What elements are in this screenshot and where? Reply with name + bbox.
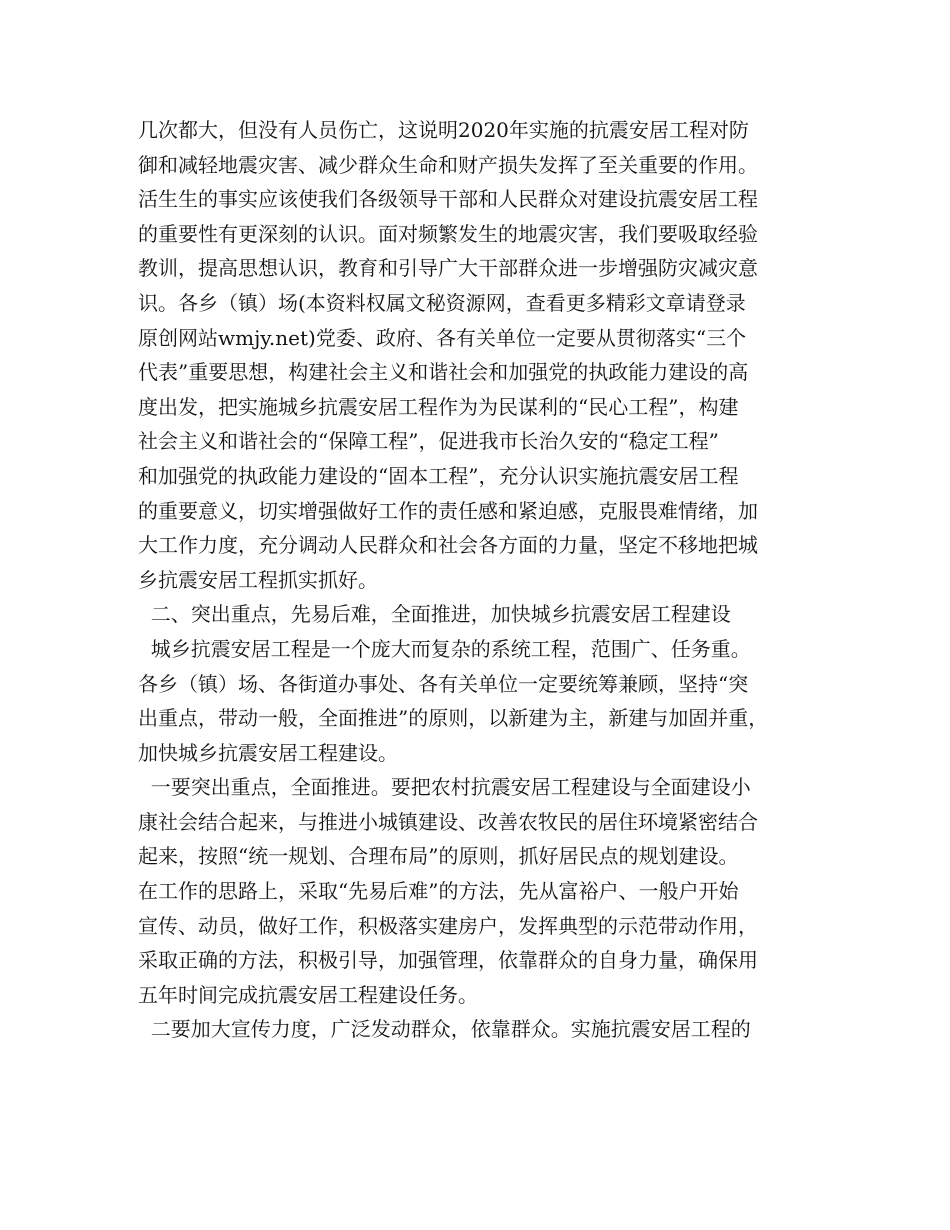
section-heading: 二、突出重点，先易后难，全面推进，加快城乡抗震安居工程建设 [138,602,731,627]
text-line: 度出发，把实施城乡抗震安居工程作为为民谋利的“民心工程”，构建 [138,394,739,419]
text-line: 在工作的思路上，采取“先易后难”的方法，先从富裕户、一般户开始 [138,879,739,904]
text-line: 御和减轻地震灾害、减少群众生命和财产损失发挥了至关重要的作用。 [138,152,758,177]
text-line: 宣传、动员，做好工作，积极落实建房户，发挥典型的示范带动作用， [138,913,758,938]
document-body [138,113,828,1047]
text-line: 城乡抗震安居工程是一个庞大而复杂的系统工程，范围广、任务重。 [138,636,751,661]
text-line: 乡抗震安居工程抓实抓好。 [138,567,378,592]
text-line: 社会主义和谐社会的“保障工程”，促进我市长治久安的“稳定工程” [138,429,719,454]
text-line: 教训，提高思想认识，教育和引导广大干部群众进一步增强防灾减灾意 [138,256,758,281]
text-line: 的重要性有更深刻的认识。面对频繁发生的地震灾害，我们要吸取经验 [138,221,758,246]
text-line: 大工作力度，充分调动人民群众和社会各方面的力量，坚定不移地把城 [138,533,758,558]
text-line: 起来，按照“统一规划、合理布局”的原则，抓好居民点的规划建设。 [138,844,739,869]
text-line: 五年时间完成抗震安居工程建设任务。 [138,982,478,1007]
text-line: 加快城乡抗震安居工程建设。 [138,740,398,765]
text-line: 原创网站wmjy.net)党委、政府、各有关单位一定要从贯彻落实“三个 [138,325,747,350]
text-line: 代表”重要思想，构建社会主义和谐社会和加强党的执政能力建设的高 [138,360,749,385]
text-line: 各乡（镇）场、各街道办事处、各有关单位一定要统筹兼顾，坚持“突 [138,671,749,696]
text-line: 康社会结合起来，与推进小城镇建设、改善农牧民的居住环境紧密结合 [138,809,758,834]
text-line: 的重要意义，切实增强做好工作的责任感和紧迫感，克服畏难情绪，加 [138,498,758,523]
text-line: 出重点，带动一般，全面推进”的原则，以新建为主，新建与加固并重， [138,706,769,731]
text-line: 几次都大，但没有人员伤亡，这说明2020年实施的抗震安居工程对防 [138,118,749,142]
text-line: 识。各乡（镇）场(本资料权属文秘资源网，查看更多精彩文章请登录 [138,290,746,315]
text-line: 一要突出重点，全面推进。要把农村抗震安居工程建设与全面建设小 [138,775,751,800]
text-line: 采取正确的方法，积极引导，加强管理，依靠群众的自身力量，确保用 [138,948,758,973]
text-line: 活生生的事实应该使我们各级领导干部和人民群众对建设抗震安居工程 [138,187,758,212]
text-line: 和加强党的执政能力建设的“固本工程”，充分认识实施抗震安居工程 [138,463,739,488]
text-line: 二要加大宣传力度，广泛发动群众，依靠群众。实施抗震安居工程的 [138,1017,751,1042]
